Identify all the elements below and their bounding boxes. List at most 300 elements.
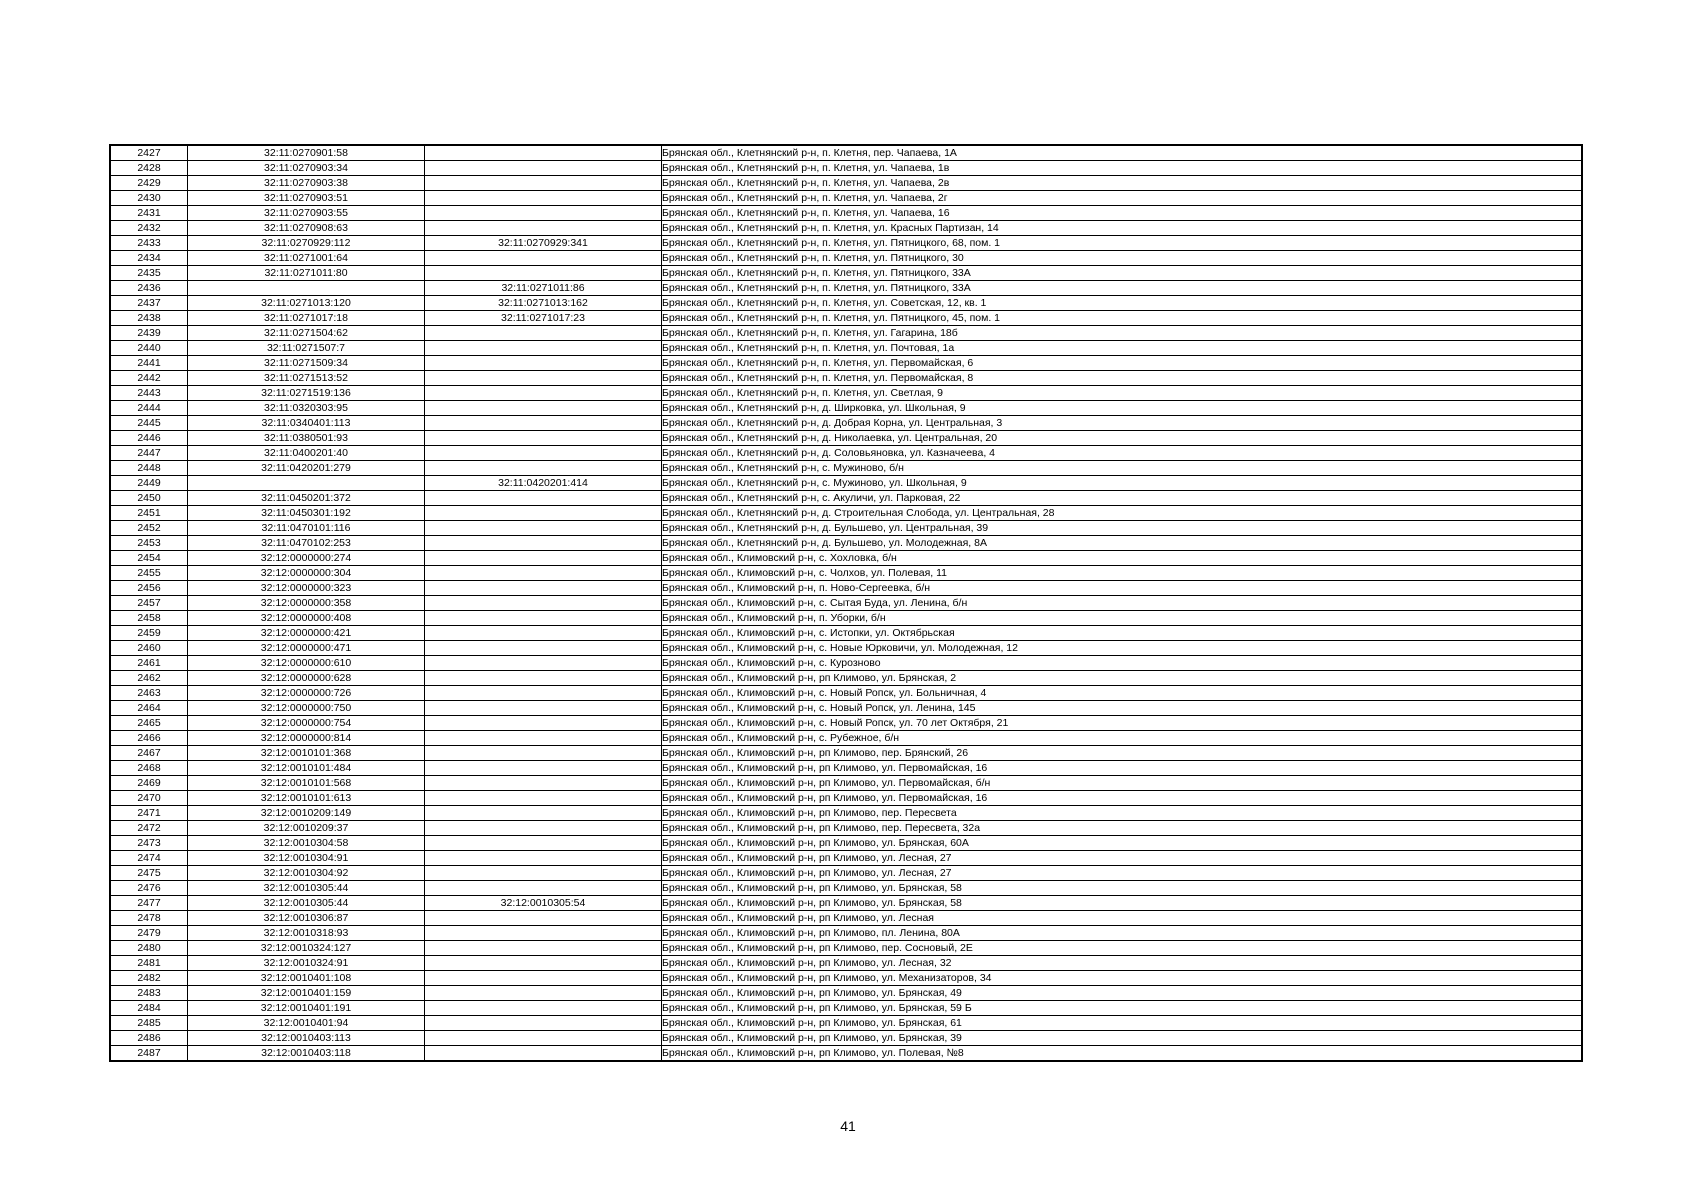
related-cadastral-number-cell: 32:11:0271013:162 [425, 296, 662, 311]
related-cadastral-number-cell [425, 686, 662, 701]
related-cadastral-number-cell [425, 416, 662, 431]
table-row [110, 326, 1582, 341]
related-cadastral-number-cell [425, 266, 662, 281]
table-row [110, 641, 1582, 656]
address-cell: Брянская обл., Клетнянский р-н, д. Бульшево, ул. Центральная, 39 [662, 521, 1583, 536]
address-cell: Брянская обл., Клетнянский р-н, п. Клетня, ул. Первомайская, 6 [662, 356, 1583, 371]
address-cell: Брянская обл., Климовский р-н, рп Климово, ул. Первомайская, 16 [662, 761, 1583, 776]
row-number-cell: 2439 [110, 326, 188, 341]
table-row [110, 416, 1582, 431]
row-number-cell: 2476 [110, 881, 188, 896]
table-row [110, 806, 1582, 821]
address-cell: Брянская обл., Климовский р-н, с. Новые Юрковичи, ул. Молодежная, 12 [662, 641, 1583, 656]
table-row [110, 581, 1582, 596]
row-number-cell: 2454 [110, 551, 188, 566]
table-row [110, 596, 1582, 611]
cadastral-number-cell: 32:12:0000000:610 [188, 656, 425, 671]
table-row [110, 145, 1582, 161]
table-row [110, 956, 1582, 971]
table-row [110, 506, 1582, 521]
table-row [110, 836, 1582, 851]
related-cadastral-number-cell [425, 206, 662, 221]
cadastral-number-cell: 32:12:0010305:44 [188, 896, 425, 911]
row-number-cell: 2462 [110, 671, 188, 686]
address-cell: Брянская обл., Климовский р-н, с. Курозново [662, 656, 1583, 671]
row-number-cell: 2461 [110, 656, 188, 671]
address-cell: Брянская обл., Клетнянский р-н, п. Клетня, ул. Пятницкого, 45, пом. 1 [662, 311, 1583, 326]
address-cell: Брянская обл., Климовский р-н, рп Климово, ул. Лесная, 27 [662, 851, 1583, 866]
row-number-cell: 2487 [110, 1046, 188, 1062]
cadastral-number-cell: 32:12:0010101:368 [188, 746, 425, 761]
cadastral-number-cell: 32:12:0010403:113 [188, 1031, 425, 1046]
related-cadastral-number-cell [425, 731, 662, 746]
address-cell: Брянская обл., Климовский р-н, рп Климово, ул. Брянская, 60А [662, 836, 1583, 851]
cadastral-number-cell: 32:12:0010304:91 [188, 851, 425, 866]
related-cadastral-number-cell [425, 491, 662, 506]
cadastral-number-cell: 32:12:0000000:471 [188, 641, 425, 656]
cadastral-number-cell: 32:12:0010401:191 [188, 1001, 425, 1016]
cadastral-number-cell: 32:11:0270903:38 [188, 176, 425, 191]
related-cadastral-number-cell [425, 551, 662, 566]
address-cell: Брянская обл., Клетнянский р-н, п. Клетня, ул. Гагарина, 18б [662, 326, 1583, 341]
related-cadastral-number-cell [425, 1046, 662, 1062]
related-cadastral-number-cell [425, 566, 662, 581]
address-cell: Брянская обл., Климовский р-н, рп Климово, ул. Лесная, 27 [662, 866, 1583, 881]
related-cadastral-number-cell [425, 776, 662, 791]
table-row [110, 221, 1582, 236]
related-cadastral-number-cell [425, 821, 662, 836]
row-number-cell: 2481 [110, 956, 188, 971]
cadastral-number-cell: 32:12:0000000:304 [188, 566, 425, 581]
row-number-cell: 2483 [110, 986, 188, 1001]
cadastral-number-cell: 32:11:0270903:34 [188, 161, 425, 176]
table-row [110, 971, 1582, 986]
related-cadastral-number-cell [425, 446, 662, 461]
related-cadastral-number-cell [425, 521, 662, 536]
cadastral-number-cell: 32:11:0270929:112 [188, 236, 425, 251]
cadastral-number-cell: 32:11:0320303:95 [188, 401, 425, 416]
table-row [110, 731, 1582, 746]
row-number-cell: 2485 [110, 1016, 188, 1031]
cadastral-number-cell: 32:11:0470102:253 [188, 536, 425, 551]
related-cadastral-number-cell [425, 866, 662, 881]
table-row [110, 266, 1582, 281]
cadastral-number-cell: 32:11:0271507:7 [188, 341, 425, 356]
row-number-cell: 2467 [110, 746, 188, 761]
address-cell: Брянская обл., Климовский р-н, с. Чолхов, ул. Полевая, 11 [662, 566, 1583, 581]
table-row [110, 521, 1582, 536]
related-cadastral-number-cell [425, 386, 662, 401]
table-row [110, 356, 1582, 371]
cadastral-number-cell: 32:11:0271013:120 [188, 296, 425, 311]
cadastral-number-cell: 32:12:0010304:92 [188, 866, 425, 881]
table-row [110, 761, 1582, 776]
row-number-cell: 2430 [110, 191, 188, 206]
address-cell: Брянская обл., Клетнянский р-н, п. Клетня, ул. Чапаева, 2в [662, 176, 1583, 191]
address-cell: Брянская обл., Клетнянский р-н, с. Акуличи, ул. Парковая, 22 [662, 491, 1583, 506]
address-cell: Брянская обл., Клетнянский р-н, д. Соловьяновка, ул. Казначеева, 4 [662, 446, 1583, 461]
address-cell: Брянская обл., Клетнянский р-н, п. Клетня, ул. Первомайская, 8 [662, 371, 1583, 386]
table-row [110, 551, 1582, 566]
address-cell: Брянская обл., Климовский р-н, п. Ново-Сергеевка, б/н [662, 581, 1583, 596]
related-cadastral-number-cell [425, 536, 662, 551]
table-row [110, 671, 1582, 686]
related-cadastral-number-cell [425, 221, 662, 236]
cadastral-number-cell: 32:11:0271011:80 [188, 266, 425, 281]
row-number-cell: 2477 [110, 896, 188, 911]
cadastral-number-cell: 32:11:0400201:40 [188, 446, 425, 461]
table-row [110, 941, 1582, 956]
table-row [110, 161, 1582, 176]
table-row [110, 476, 1582, 491]
cadastral-number-cell: 32:11:0380501:93 [188, 431, 425, 446]
cadastral-number-cell: 32:12:0010324:91 [188, 956, 425, 971]
related-cadastral-number-cell [425, 461, 662, 476]
address-cell: Брянская обл., Клетнянский р-н, п. Клетня, ул. Пятницкого, 33А [662, 266, 1583, 281]
table-row [110, 656, 1582, 671]
related-cadastral-number-cell [425, 176, 662, 191]
table-row [110, 341, 1582, 356]
cadastral-number-cell: 32:12:0010101:568 [188, 776, 425, 791]
related-cadastral-number-cell [425, 986, 662, 1001]
cadastral-number-cell: 32:12:0000000:323 [188, 581, 425, 596]
address-cell: Брянская обл., Клетнянский р-н, с. Мужиново, б/н [662, 461, 1583, 476]
related-cadastral-number-cell [425, 611, 662, 626]
cadastral-number-cell: 32:12:0010304:58 [188, 836, 425, 851]
cadastral-number-cell [188, 476, 425, 491]
table-row [110, 911, 1582, 926]
row-number-cell: 2469 [110, 776, 188, 791]
row-number-cell: 2484 [110, 1001, 188, 1016]
row-number-cell: 2437 [110, 296, 188, 311]
related-cadastral-number-cell [425, 656, 662, 671]
row-number-cell: 2453 [110, 536, 188, 551]
address-cell: Брянская обл., Климовский р-н, рп Климово, ул. Брянская, 49 [662, 986, 1583, 1001]
row-number-cell: 2468 [110, 761, 188, 776]
address-cell: Брянская обл., Климовский р-н, рп Климово, пер. Пересвета [662, 806, 1583, 821]
related-cadastral-number-cell [425, 761, 662, 776]
related-cadastral-number-cell [425, 401, 662, 416]
table-row [110, 626, 1582, 641]
address-cell: Брянская обл., Климовский р-н, рп Климово, ул. Брянская, 58 [662, 896, 1583, 911]
table-row [110, 1031, 1582, 1046]
row-number-cell: 2482 [110, 971, 188, 986]
related-cadastral-number-cell: 32:11:0420201:414 [425, 476, 662, 491]
related-cadastral-number-cell [425, 1001, 662, 1016]
address-cell: Брянская обл., Клетнянский р-н, п. Клетня, ул. Красных Партизан, 14 [662, 221, 1583, 236]
related-cadastral-number-cell [425, 851, 662, 866]
cadastral-number-cell: 32:12:0010101:484 [188, 761, 425, 776]
related-cadastral-number-cell [425, 806, 662, 821]
address-cell: Брянская обл., Климовский р-н, с. Истопки, ул. Октябрьская [662, 626, 1583, 641]
address-cell: Брянская обл., Климовский р-н, п. Уборки, б/н [662, 611, 1583, 626]
cadastral-number-cell: 32:11:0340401:113 [188, 416, 425, 431]
cadastral-number-cell: 32:11:0270903:51 [188, 191, 425, 206]
related-cadastral-number-cell [425, 356, 662, 371]
address-cell: Брянская обл., Клетнянский р-н, д. Ширковка, ул. Школьная, 9 [662, 401, 1583, 416]
related-cadastral-number-cell [425, 596, 662, 611]
row-number-cell: 2452 [110, 521, 188, 536]
table-row [110, 281, 1582, 296]
related-cadastral-number-cell [425, 326, 662, 341]
address-cell: Брянская обл., Климовский р-н, рп Климово, пер. Пересвета, 32а [662, 821, 1583, 836]
related-cadastral-number-cell [425, 956, 662, 971]
cadastral-number-cell: 32:11:0271519:136 [188, 386, 425, 401]
address-cell: Брянская обл., Климовский р-н, рп Климово, ул. Брянская, 39 [662, 1031, 1583, 1046]
cadastral-number-cell: 32:11:0270908:63 [188, 221, 425, 236]
cadastral-number-cell: 32:12:0000000:814 [188, 731, 425, 746]
row-number-cell: 2435 [110, 266, 188, 281]
cadastral-number-cell: 32:12:0000000:754 [188, 716, 425, 731]
row-number-cell: 2460 [110, 641, 188, 656]
cadastral-number-cell: 32:11:0271001:64 [188, 251, 425, 266]
address-cell: Брянская обл., Климовский р-н, с. Рубежное, б/н [662, 731, 1583, 746]
row-number-cell: 2432 [110, 221, 188, 236]
table-row [110, 191, 1582, 206]
table-row [110, 296, 1582, 311]
row-number-cell: 2446 [110, 431, 188, 446]
address-cell: Брянская обл., Клетнянский р-н, п. Клетня, ул. Почтовая, 1а [662, 341, 1583, 356]
row-number-cell: 2438 [110, 311, 188, 326]
related-cadastral-number-cell: 32:12:0010305:54 [425, 896, 662, 911]
row-number-cell: 2436 [110, 281, 188, 296]
cadastral-number-cell: 32:12:0010101:613 [188, 791, 425, 806]
address-cell: Брянская обл., Клетнянский р-н, п. Клетня, ул. Советская, 12, кв. 1 [662, 296, 1583, 311]
row-number-cell: 2463 [110, 686, 188, 701]
related-cadastral-number-cell [425, 926, 662, 941]
row-number-cell: 2444 [110, 401, 188, 416]
related-cadastral-number-cell [425, 701, 662, 716]
related-cadastral-number-cell: 32:11:0271011:86 [425, 281, 662, 296]
related-cadastral-number-cell [425, 161, 662, 176]
address-cell: Брянская обл., Климовский р-н, с. Новый Ропск, ул. Больничная, 4 [662, 686, 1583, 701]
table-row [110, 611, 1582, 626]
address-cell: Брянская обл., Климовский р-н, рп Климово, пер. Брянский, 26 [662, 746, 1583, 761]
cadastral-number-cell: 32:12:0000000:358 [188, 596, 425, 611]
row-number-cell: 2428 [110, 161, 188, 176]
table-row [110, 821, 1582, 836]
related-cadastral-number-cell [425, 716, 662, 731]
table-row [110, 536, 1582, 551]
table-row [110, 566, 1582, 581]
address-cell: Брянская обл., Климовский р-н, рп Климово, ул. Лесная, 32 [662, 956, 1583, 971]
row-number-cell: 2473 [110, 836, 188, 851]
row-number-cell: 2472 [110, 821, 188, 836]
table-row [110, 851, 1582, 866]
table-row [110, 401, 1582, 416]
address-cell: Брянская обл., Клетнянский р-н, д. Бульшево, ул. Молодежная, 8А [662, 536, 1583, 551]
related-cadastral-number-cell [425, 836, 662, 851]
row-number-cell: 2449 [110, 476, 188, 491]
row-number-cell: 2486 [110, 1031, 188, 1046]
table-row [110, 986, 1582, 1001]
row-number-cell: 2441 [110, 356, 188, 371]
row-number-cell: 2448 [110, 461, 188, 476]
address-cell: Брянская обл., Климовский р-н, рп Климово, пер. Сосновый, 2Е [662, 941, 1583, 956]
related-cadastral-number-cell: 32:11:0270929:341 [425, 236, 662, 251]
related-cadastral-number-cell [425, 911, 662, 926]
related-cadastral-number-cell [425, 641, 662, 656]
row-number-cell: 2465 [110, 716, 188, 731]
table-row [110, 461, 1582, 476]
address-cell: Брянская обл., Клетнянский р-н, п. Клетня, ул. Чапаева, 1в [662, 161, 1583, 176]
table-row [110, 236, 1582, 251]
related-cadastral-number-cell [425, 971, 662, 986]
address-cell: Брянская обл., Климовский р-н, рп Климово, ул. Брянская, 61 [662, 1016, 1583, 1031]
row-number-cell: 2459 [110, 626, 188, 641]
row-number-cell: 2475 [110, 866, 188, 881]
cadastral-number-cell: 32:12:0010401:94 [188, 1016, 425, 1031]
related-cadastral-number-cell [425, 145, 662, 161]
row-number-cell: 2427 [110, 145, 188, 161]
cadastral-number-cell: 32:12:0000000:726 [188, 686, 425, 701]
table-row [110, 926, 1582, 941]
row-number-cell: 2458 [110, 611, 188, 626]
related-cadastral-number-cell [425, 371, 662, 386]
related-cadastral-number-cell [425, 671, 662, 686]
table-row [110, 881, 1582, 896]
cadastral-number-cell: 32:11:0271017:18 [188, 311, 425, 326]
address-cell: Брянская обл., Климовский р-н, рп Климово, ул. Брянская, 2 [662, 671, 1583, 686]
address-cell: Брянская обл., Климовский р-н, рп Климово, пл. Ленина, 80А [662, 926, 1583, 941]
address-cell: Брянская обл., Климовский р-н, с. Новый Ропск, ул. Ленина, 145 [662, 701, 1583, 716]
address-cell: Брянская обл., Клетнянский р-н, д. Добрая Корна, ул. Центральная, 3 [662, 416, 1583, 431]
cadastral-number-cell: 32:12:0010324:127 [188, 941, 425, 956]
cadastral-number-cell: 32:12:0010209:149 [188, 806, 425, 821]
table-row [110, 1001, 1582, 1016]
row-number-cell: 2478 [110, 911, 188, 926]
address-cell: Брянская обл., Клетнянский р-н, п. Клетня, ул. Чапаева, 16 [662, 206, 1583, 221]
related-cadastral-number-cell [425, 581, 662, 596]
address-cell: Брянская обл., Клетнянский р-н, п. Клетня, ул. Чапаева, 2г [662, 191, 1583, 206]
row-number-cell: 2440 [110, 341, 188, 356]
page-number: 41 [840, 1118, 856, 1134]
row-number-cell: 2470 [110, 791, 188, 806]
row-number-cell: 2443 [110, 386, 188, 401]
row-number-cell: 2466 [110, 731, 188, 746]
address-cell: Брянская обл., Клетнянский р-н, п. Клетня, пер. Чапаева, 1А [662, 145, 1583, 161]
cadastral-number-cell: 32:11:0271513:52 [188, 371, 425, 386]
row-number-cell: 2451 [110, 506, 188, 521]
table-row [110, 431, 1582, 446]
address-cell: Брянская обл., Климовский р-н, рп Климово, ул. Брянская, 59 Б [662, 1001, 1583, 1016]
address-cell: Брянская обл., Климовский р-н, рп Климово, ул. Брянская, 58 [662, 881, 1583, 896]
address-cell: Брянская обл., Климовский р-н, с. Новый Ропск, ул. 70 лет Октября, 21 [662, 716, 1583, 731]
row-number-cell: 2471 [110, 806, 188, 821]
row-number-cell: 2457 [110, 596, 188, 611]
row-number-cell: 2433 [110, 236, 188, 251]
cadastral-number-cell: 32:12:0010306:87 [188, 911, 425, 926]
row-number-cell: 2429 [110, 176, 188, 191]
table-row [110, 686, 1582, 701]
table-row [110, 896, 1582, 911]
cadastral-number-cell: 32:11:0470101:116 [188, 521, 425, 536]
cadastral-number-cell [188, 281, 425, 296]
cadastral-number-cell: 32:11:0450201:372 [188, 491, 425, 506]
row-number-cell: 2479 [110, 926, 188, 941]
cadastral-number-cell: 32:11:0420201:279 [188, 461, 425, 476]
row-number-cell: 2442 [110, 371, 188, 386]
table-row [110, 206, 1582, 221]
related-cadastral-number-cell: 32:11:0271017:23 [425, 311, 662, 326]
row-number-cell: 2445 [110, 416, 188, 431]
row-number-cell: 2431 [110, 206, 188, 221]
cadastral-number-cell: 32:12:0010403:118 [188, 1046, 425, 1062]
cadastral-number-cell: 32:12:0010318:93 [188, 926, 425, 941]
cadastral-number-cell: 32:11:0270903:55 [188, 206, 425, 221]
table-row [110, 446, 1582, 461]
row-number-cell: 2474 [110, 851, 188, 866]
table-row [110, 866, 1582, 881]
cadastral-number-cell: 32:11:0450301:192 [188, 506, 425, 521]
row-number-cell: 2455 [110, 566, 188, 581]
related-cadastral-number-cell [425, 191, 662, 206]
related-cadastral-number-cell [425, 941, 662, 956]
table-row [110, 491, 1582, 506]
table-row [110, 386, 1582, 401]
address-cell: Брянская обл., Климовский р-н, с. Хохловка, б/н [662, 551, 1583, 566]
address-cell: Брянская обл., Климовский р-н, рп Климово, ул. Механизаторов, 34 [662, 971, 1583, 986]
address-cell: Брянская обл., Клетнянский р-н, п. Клетня, ул. Пятницкого, 68, пом. 1 [662, 236, 1583, 251]
related-cadastral-number-cell [425, 746, 662, 761]
table-row [110, 251, 1582, 266]
cadastral-number-cell: 32:12:0000000:750 [188, 701, 425, 716]
address-cell: Брянская обл., Климовский р-н, рп Климово, ул. Первомайская, 16 [662, 791, 1583, 806]
table-row [110, 701, 1582, 716]
related-cadastral-number-cell [425, 251, 662, 266]
table-row [110, 311, 1582, 326]
cadastral-number-cell: 32:12:0010401:159 [188, 986, 425, 1001]
property-register-table [109, 144, 1583, 1062]
cadastral-number-cell: 32:12:0010209:37 [188, 821, 425, 836]
address-cell: Брянская обл., Клетнянский р-н, д. Строительная Слобода, ул. Центральная, 28 [662, 506, 1583, 521]
table-row [110, 1046, 1582, 1062]
cadastral-number-cell: 32:12:0000000:628 [188, 671, 425, 686]
cadastral-number-cell: 32:11:0271504:62 [188, 326, 425, 341]
related-cadastral-number-cell [425, 1031, 662, 1046]
cadastral-number-cell: 32:11:0271509:34 [188, 356, 425, 371]
register-table-body [110, 145, 1582, 1061]
cadastral-number-cell: 32:12:0010401:108 [188, 971, 425, 986]
address-cell: Брянская обл., Клетнянский р-н, с. Мужиново, ул. Школьная, 9 [662, 476, 1583, 491]
related-cadastral-number-cell [425, 1016, 662, 1031]
table-row [110, 746, 1582, 761]
related-cadastral-number-cell [425, 791, 662, 806]
row-number-cell: 2434 [110, 251, 188, 266]
table-row [110, 371, 1582, 386]
cadastral-number-cell: 32:11:0270901:58 [188, 145, 425, 161]
table-row [110, 716, 1582, 731]
table-row [110, 176, 1582, 191]
address-cell: Брянская обл., Климовский р-н, рп Климово, ул. Лесная [662, 911, 1583, 926]
related-cadastral-number-cell [425, 341, 662, 356]
related-cadastral-number-cell [425, 626, 662, 641]
row-number-cell: 2456 [110, 581, 188, 596]
row-number-cell: 2480 [110, 941, 188, 956]
row-number-cell: 2450 [110, 491, 188, 506]
table-row [110, 776, 1582, 791]
address-cell: Брянская обл., Климовский р-н, рп Климово, ул. Полевая, №8 [662, 1046, 1583, 1062]
table-row [110, 791, 1582, 806]
address-cell: Брянская обл., Клетнянский р-н, п. Клетня, ул. Светлая, 9 [662, 386, 1583, 401]
address-cell: Брянская обл., Клетнянский р-н, д. Николаевка, ул. Центральная, 20 [662, 431, 1583, 446]
address-cell: Брянская обл., Клетнянский р-н, п. Клетня, ул. Пятницкого, 30 [662, 251, 1583, 266]
related-cadastral-number-cell [425, 881, 662, 896]
row-number-cell: 2464 [110, 701, 188, 716]
related-cadastral-number-cell [425, 506, 662, 521]
cadastral-number-cell: 32:12:0000000:408 [188, 611, 425, 626]
address-cell: Брянская обл., Клетнянский р-н, п. Клетня, ул. Пятницкого, 33А [662, 281, 1583, 296]
